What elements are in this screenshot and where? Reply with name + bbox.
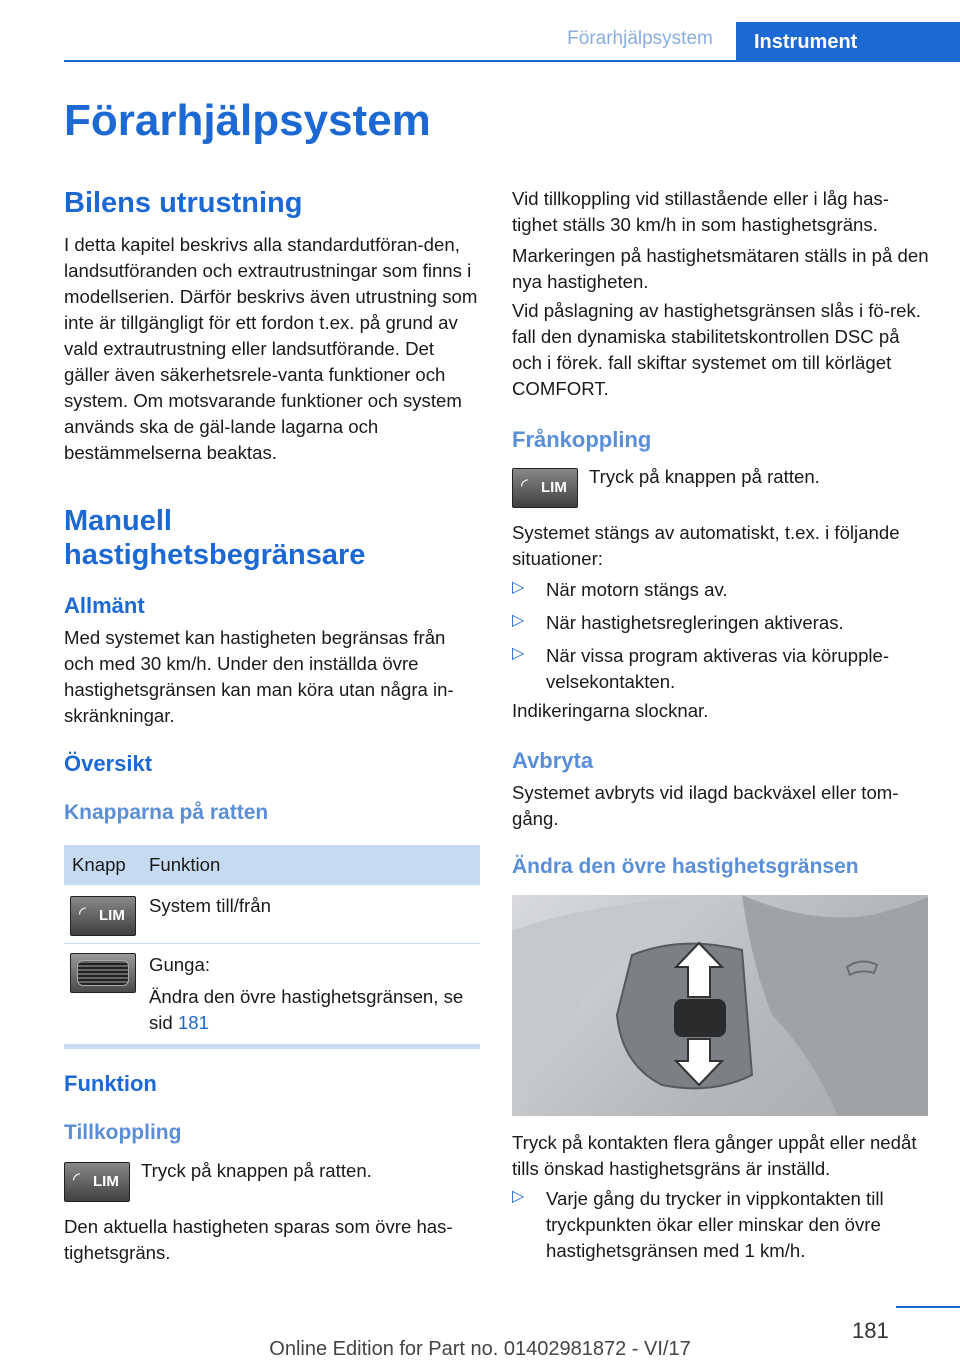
change-text: Tryck på kontakten flera gånger uppåt eller nedåt tills önskad hastighetsgräns är inställd. (512, 1132, 917, 1179)
steering-wheel-photo (512, 895, 928, 1116)
speedometer-icon: ◜ (521, 475, 528, 495)
row2-line1: Gunga: (149, 954, 210, 975)
right-p1: Vid tillkoppling vid stillastående eller i låg has-tighet ställs 30 km/h in som hastighetsgräns. (512, 188, 889, 235)
general-heading: Allmänt (64, 593, 145, 618)
page-header (0, 0, 960, 62)
page-title: Förarhjälpsystem (64, 96, 431, 145)
header-section: Förarhjälpsystem (567, 28, 713, 49)
list-item-text: När motorn stängs av. (546, 579, 728, 600)
row2-text: Ändra den övre hastighetsgränsen, se sid (149, 986, 464, 1033)
list-item-text: När hastighetsregleringen aktiveras. (546, 612, 844, 633)
triangle-bullet-icon: ▷ (512, 1188, 525, 1205)
off-heading: Frånkoppling (512, 427, 652, 452)
change-list (512, 1186, 922, 1264)
footer-rule (896, 1306, 960, 1308)
header-tab-label: Instrument (754, 31, 858, 53)
change-heading: Ändra den övre hastighetsgränsen (512, 855, 859, 878)
header-tab (736, 22, 960, 62)
lim-label: LIM (93, 1173, 119, 1190)
table-bottom-rule (64, 1045, 480, 1049)
cancel-text: Systemet avbryts vid ilagd backväxel eller tom-gång. (512, 782, 899, 829)
overview-heading: Översikt (64, 751, 153, 776)
table-row (64, 944, 480, 1045)
limiter-heading-line1: Manuell (64, 505, 172, 537)
list-item-text: När vissa program aktiveras via körupple-velsekontakten. (546, 645, 890, 692)
list-item (512, 610, 922, 636)
on-instruction: Tryck på knappen på ratten. (141, 1160, 372, 1181)
edition-footer: Online Edition for Part no. 01402981872 - VI/17 (269, 1338, 691, 1360)
row2-line2 (149, 984, 469, 1036)
steering-wheel-illustration (512, 895, 928, 1116)
lim-label: LIM (99, 907, 125, 924)
general-text: Med systemet kan hastigheten begränsas från och med 30 km/h. Under den inställda övre hastighetsgränsen kan man köra utan några in-skränkningar. (64, 627, 454, 726)
row1-function: System till/från (149, 895, 271, 916)
lim-button-image (64, 1162, 130, 1202)
page-number: 181 (852, 1318, 889, 1343)
indicators-text: Indikeringarna slocknar. (512, 700, 709, 721)
col-button: Knapp (72, 854, 126, 875)
limiter-heading-line2: hastighetsbegränsare (64, 539, 366, 571)
list-item (512, 1186, 922, 1264)
off-instruction: Tryck på knappen på ratten. (589, 466, 820, 487)
table-row (64, 885, 480, 944)
equip-heading: Bilens utrustning (64, 187, 303, 219)
list-item-text: Varje gång du trycker in vippkontakten till tryckpunkten ökar eller minskar den övre hastighetsgränsen med 1 km/h. (546, 1188, 884, 1261)
lim-button-image (70, 896, 136, 936)
lim-label: LIM (541, 479, 567, 496)
lim-button-image (512, 468, 578, 508)
table-header (64, 845, 480, 885)
triangle-bullet-icon: ▷ (512, 645, 525, 662)
function-heading: Funktion (64, 1071, 157, 1096)
list-item (512, 577, 922, 603)
buttons-table (64, 845, 480, 1049)
right-p3: Vid påslagning av hastighetsgränsen slås i fö-rek. fall den dynamiska stabilitetskontrollen DSC på och i förek. fall skiftar systemet om till körläget COMFORT. (512, 300, 921, 399)
speedometer-icon: ◜ (73, 1169, 80, 1189)
equip-text: I detta kapitel beskrivs alla standardutföran-den, landsutföranden och extrautrustningar som finns i modellserien. Därför beskrivs även utrustning som inte är tillgängligt för ett fordon t.ex. på grund av vald extrautrustning eller landsutförande. Det gäller även säkerhetsrele-vanta funktioner och system. Om motsvarande funktioner och system används ska de gäl-lande lagarna och bestämmelserna beaktas. (64, 234, 478, 463)
rocker-icon (77, 960, 129, 986)
cancel-heading: Avbryta (512, 748, 594, 773)
right-p2: Markeringen på hastighetsmätaren ställs in på den nya hastigheten. (512, 245, 929, 292)
header-rule (64, 60, 960, 62)
off-list (512, 577, 922, 695)
speedometer-icon: ◜ (79, 903, 86, 923)
off-text: Systemet stängs av automatiskt, t.ex. i följande situationer: (512, 522, 900, 569)
triangle-bullet-icon: ▷ (512, 612, 525, 629)
page-link[interactable]: 181 (177, 1012, 209, 1033)
buttons-heading: Knapparna på ratten (64, 801, 269, 824)
limiter-heading (64, 504, 365, 572)
list-item (512, 643, 922, 695)
on-heading: Tillkoppling (64, 1121, 182, 1144)
rocker-switch-image (70, 953, 136, 993)
col-function: Funktion (149, 854, 221, 875)
on-text: Den aktuella hastigheten sparas som övre has-tighetsgräns. (64, 1216, 453, 1263)
triangle-bullet-icon: ▷ (512, 579, 525, 596)
